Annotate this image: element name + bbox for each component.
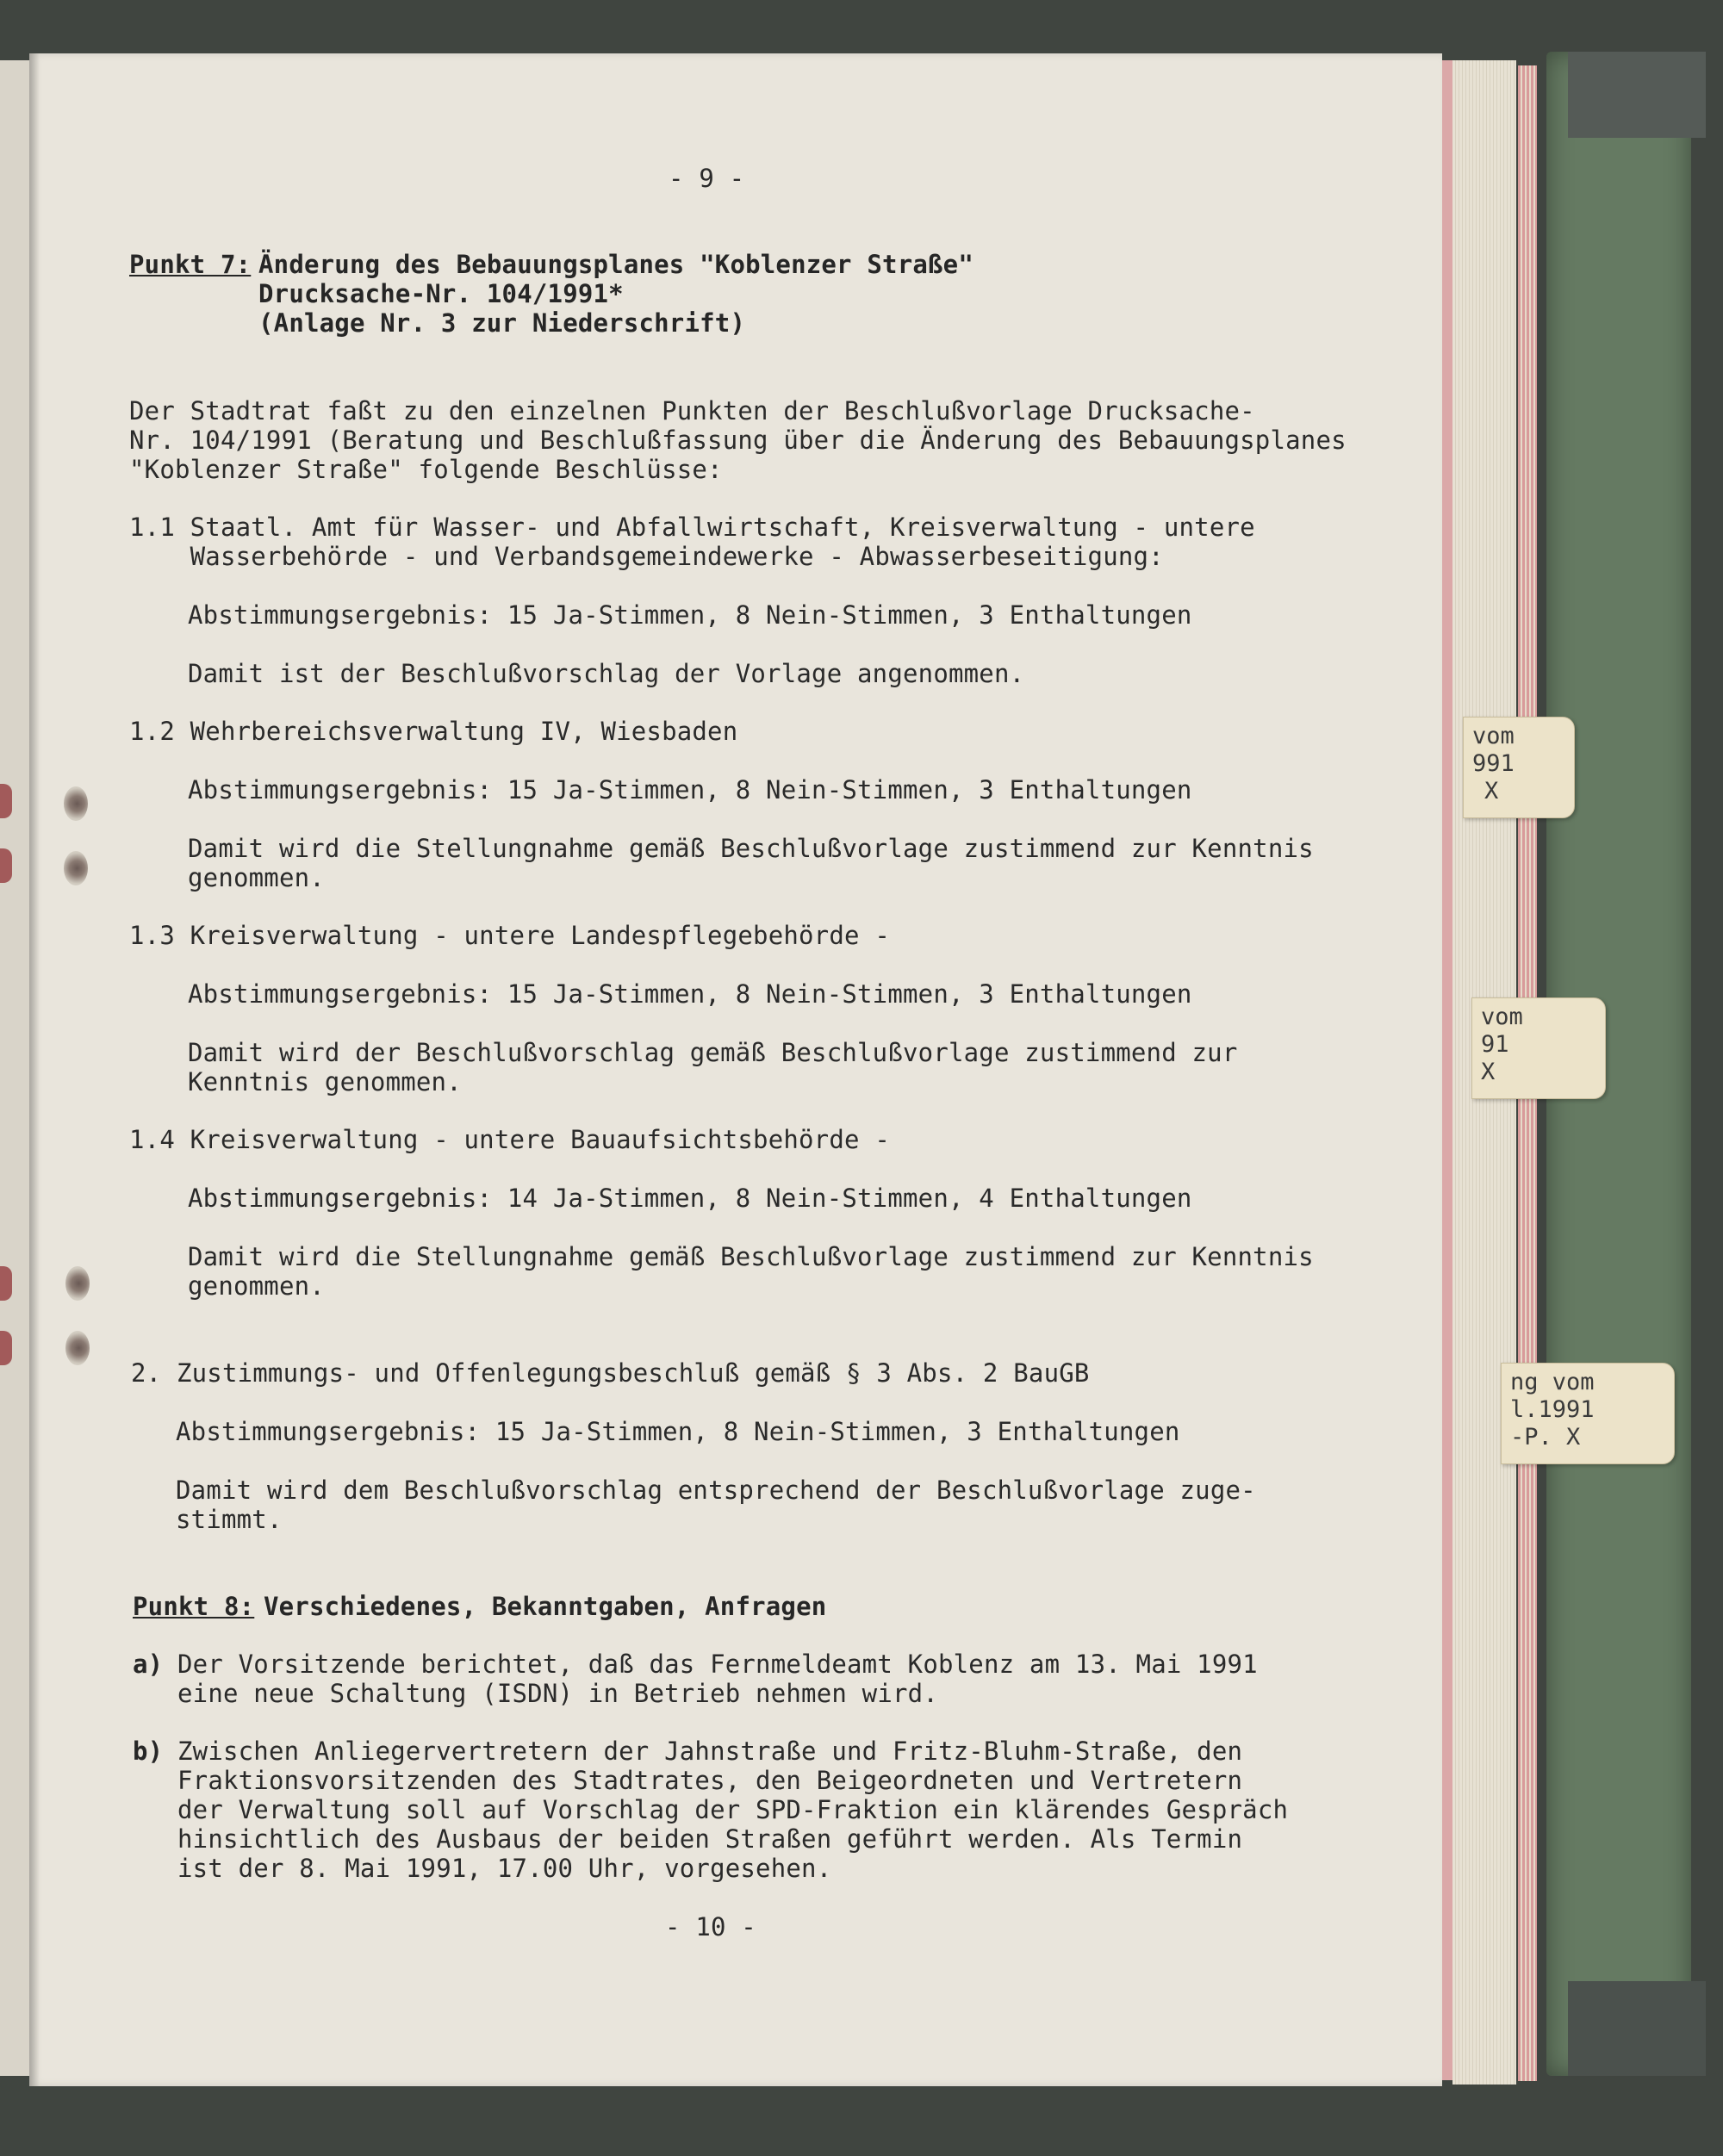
item-1-4-vote: Abstimmungsergebnis: 14 Ja-Stimmen, 8 Nein-Stimmen, 4 Enthaltungen <box>188 1184 1192 1213</box>
punkt-8-item-a-line: eine neue Schaltung (ISDN) in Betrieb nehmen wird. <box>177 1679 938 1708</box>
intro-line: Der Stadtrat faßt zu den einzelnen Punkten der Beschlußvorlage Drucksache- <box>129 396 1255 426</box>
item-1-2-vote: Abstimmungsergebnis: 15 Ja-Stimmen, 8 Nein-Stimmen, 3 Enthaltungen <box>188 775 1192 805</box>
item-1-4-result: Damit wird die Stellungnahme gemäß Beschlußvorlage zustimmend zur Kenntnis <box>188 1242 1314 1271</box>
tab-line: vom <box>1472 723 1515 749</box>
item-2-result: Damit wird dem Beschlußvorschlag entsprechend der Beschlußvorlage zuge- <box>176 1476 1256 1505</box>
item-2-result: stimmt. <box>176 1505 283 1534</box>
index-tab <box>1471 997 1606 1099</box>
punkt-7-drucksache: Drucksache-Nr. 104/1991* <box>258 279 624 308</box>
punch-hole <box>65 1331 90 1365</box>
punkt-8-item-b-line: der Verwaltung soll auf Vorschlag der SPD-Fraktion ein klärendes Gespräch <box>177 1795 1289 1824</box>
binder-clip <box>0 784 12 818</box>
page-stack-edge <box>1442 60 1452 2080</box>
punch-hole <box>64 786 88 821</box>
tab-line: 91 <box>1481 1031 1509 1058</box>
item-1-2-result: genommen. <box>188 863 325 892</box>
punkt-8-item-b-marker: b) <box>133 1737 164 1766</box>
item-1-3-heading: 1.3 Kreisverwaltung - untere Landespflegebehörde - <box>129 921 890 950</box>
item-2-heading: 2. Zustimmungs- und Offenlegungsbeschluß gemäß § 3 Abs. 2 BauGB <box>131 1358 1090 1388</box>
punch-hole <box>64 851 88 885</box>
tab-line: -P. X <box>1510 1424 1581 1451</box>
punkt-8-item-b-line: Fraktionsvorsitzenden des Stadtrates, den Beigeordneten und Vertretern <box>177 1766 1243 1795</box>
page-gutter-shadow <box>29 53 40 2086</box>
item-1-4-result: genommen. <box>188 1271 325 1301</box>
intro-line: "Koblenzer Straße" folgende Beschlüsse: <box>129 455 723 484</box>
punkt-7-anlage: (Anlage Nr. 3 zur Niederschrift) <box>258 308 746 338</box>
punkt-8-item-a-line: Der Vorsitzende berichtet, daß das Fernmeldeamt Koblenz am 13. Mai 1991 <box>177 1650 1258 1679</box>
item-1-3-result: Kenntnis genommen. <box>188 1067 462 1097</box>
tab-line: ng vom <box>1510 1369 1595 1395</box>
binder-corner-bottom <box>1568 1981 1706 2076</box>
tab-line: X <box>1481 1059 1496 1085</box>
punkt-8-item-b-line: ist der 8. Mai 1991, 17.00 Uhr, vorgesehen. <box>177 1854 832 1883</box>
tab-line: vom <box>1481 1003 1523 1030</box>
tab-line: l.1991 <box>1510 1396 1595 1423</box>
tab-line: 991 <box>1472 750 1515 777</box>
tab-line: X <box>1484 778 1499 805</box>
item-1-1-heading: 1.1 Staatl. Amt für Wasser- und Abfallwirtschaft, Kreisverwaltung - untere <box>129 513 1255 542</box>
index-tab <box>1501 1363 1675 1464</box>
punch-hole <box>65 1266 90 1301</box>
punkt-8-item-b-line: hinsichtlich des Ausbaus der beiden Straßen geführt werden. Als Termin <box>177 1824 1243 1854</box>
binder-clip <box>0 848 12 883</box>
item-1-2-heading: 1.2 Wehrbereichsverwaltung IV, Wiesbaden <box>129 717 738 746</box>
binder-corner-top <box>1568 52 1706 138</box>
item-1-2-result: Damit wird die Stellungnahme gemäß Beschlußvorlage zustimmend zur Kenntnis <box>188 834 1314 863</box>
page-number-bottom: - 10 - <box>665 1912 756 1942</box>
punkt-8-title: Verschiedenes, Bekanntgaben, Anfragen <box>264 1592 827 1621</box>
left-page-edge <box>0 60 29 2076</box>
page-number-top: - 9 - <box>669 164 745 193</box>
punkt-7-title: Änderung des Bebauungsplanes "Koblenzer Straße" <box>258 250 973 279</box>
punkt-8-item-a-marker: a) <box>133 1650 164 1679</box>
punkt-8-label: Punkt 8: <box>133 1592 255 1621</box>
item-2-vote: Abstimmungsergebnis: 15 Ja-Stimmen, 8 Nein-Stimmen, 3 Enthaltungen <box>176 1417 1180 1446</box>
binder-clip <box>0 1331 12 1365</box>
item-1-3-vote: Abstimmungsergebnis: 15 Ja-Stimmen, 8 Nein-Stimmen, 3 Enthaltungen <box>188 979 1192 1009</box>
punkt-7-label: Punkt 7: <box>129 250 252 279</box>
intro-line: Nr. 104/1991 (Beratung und Beschlußfassung über die Änderung des Bebauungsplanes <box>129 426 1347 455</box>
index-tab <box>1463 717 1575 818</box>
item-1-1-result: Damit ist der Beschlußvorschlag der Vorlage angenommen. <box>188 659 1025 688</box>
item-1-3-result: Damit wird der Beschlußvorschlag gemäß Beschlußvorlage zustimmend zur <box>188 1038 1238 1067</box>
item-1-1-vote: Abstimmungsergebnis: 15 Ja-Stimmen, 8 Nein-Stimmen, 3 Enthaltungen <box>188 600 1192 630</box>
item-1-1-heading: Wasserbehörde - und Verbandsgemeindewerke - Abwasserbeseitigung: <box>129 542 1164 571</box>
punkt-8-item-b-line: Zwischen Anliegervertretern der Jahnstraße und Fritz-Bluhm-Straße, den <box>177 1737 1243 1766</box>
item-1-4-heading: 1.4 Kreisverwaltung - untere Bauaufsichtsbehörde - <box>129 1125 890 1154</box>
binder-clip <box>0 1266 12 1301</box>
